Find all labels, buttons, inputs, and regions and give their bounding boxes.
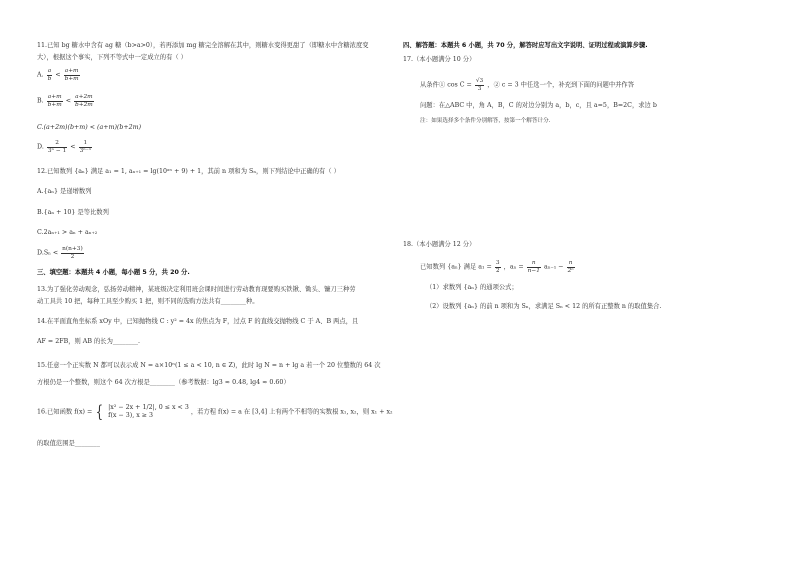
q17-condition (420, 78, 634, 92)
fraction-numerator: a (47, 68, 52, 74)
q12-option-d (37, 246, 85, 260)
fraction-denominator: 2ⁿ (567, 267, 574, 274)
q18-part2: （2）设数列 {aₙ} 的前 n 项和为 Sₙ，求满足 Sₙ < 12 的所有正整数 n 的取值集合. (426, 303, 662, 310)
operator: < (65, 97, 72, 105)
section-4-heading: 四、解答题：本题共 6 小题，共 70 分，解答时应写出文字说明、证明过程或演算步骤. (403, 42, 648, 49)
q11-option-d (37, 140, 93, 154)
q16-line1 (37, 404, 393, 420)
q16-prefix: 16.已知函数 f(x) = (37, 408, 93, 416)
fraction-numerator: a+2m (75, 94, 93, 100)
q17-note: 注：如果选择多个条件分别解答，按第一个解答计分. (420, 118, 551, 124)
q17-cond-suffix: ，② c = 3 中任选一个，补充到下面的问题中并作答 (487, 81, 635, 89)
fraction-denominator: 3ⁿ − 1 (47, 147, 67, 154)
q17-head: 17.（本小题满分 10 分） (403, 56, 476, 63)
fraction-numerator: 3 (495, 260, 500, 266)
fraction-denominator: b+2m (75, 101, 93, 108)
fraction-numerator: n (527, 260, 541, 268)
q16-line2: 的取值范围是________ (37, 440, 100, 447)
fraction-denominator: b+m (47, 101, 62, 108)
q16-suffix: ，若方程 f(x) = a 在 [3,4] 上有两个不相等的实数根 x₁, x₂，则 x₁ + x₂ (190, 408, 393, 416)
fraction-denominator: 3ⁿ⁻¹ (79, 147, 92, 154)
q11-option-c: C.(a+2m)(b+m) < (a+m)(b+2m) (37, 124, 142, 131)
q15-line2: 方根仍是一个整数，则这个 64 次方根是________（参考数据：lg3 ≈ 0.48, lg4 ≈ 0.60） (37, 379, 290, 386)
q13-line1: 13.为了强化劳动观念，弘扬劳动精神，某班级决定利用班会课时间进行劳动教育现要购买铁锹、锄头、镰刀三种劳 (37, 286, 356, 293)
q18-part1: （1）求数列 {aₙ} 的通项公式； (426, 284, 518, 291)
fraction-denominator: n−1 (527, 267, 540, 274)
piecewise-case-1: |x² − 2x + 1/2|, 0 ≤ x < 3 (108, 404, 189, 411)
fraction-numerator: a+m (47, 94, 62, 100)
section-3-heading: 三、填空题：本题共 4 小题，每小题 5 分，共 20 分. (37, 269, 190, 276)
brace-symbol: { (95, 402, 104, 422)
fraction-numerator: n(n+3) (62, 246, 83, 252)
q18-given (420, 260, 576, 274)
q18-given-prefix: 已知数列 {aₙ} 满足 a₁ = (420, 263, 492, 271)
operator: < (55, 71, 61, 79)
fraction-denominator: 3 (477, 85, 482, 92)
fraction-numerator: a+m (64, 68, 79, 74)
q11-stem-line2: 大），根据这个事实，下列不等式中一定成立的有（ ） (37, 54, 187, 61)
q11-option-b (37, 94, 95, 108)
piecewise-case-2: f(x − 3), x ≥ 3 (108, 412, 154, 419)
piecewise-cases (108, 404, 189, 420)
q17-question: 问题：在△ABC 中，角 A，B，C 的对边分别为 a，b，c，且 a=5，B=2C，求边 b (420, 102, 657, 109)
q14-line2: AF = 2FB，则 AB 的长为________. (37, 338, 141, 345)
operator: < (70, 143, 76, 151)
q18-head: 18.（本小题满分 12 分） (403, 241, 476, 248)
option-label: D.Sₙ < (37, 249, 59, 257)
fraction-denominator: 2 (495, 267, 500, 274)
q11-stem-line1: 11.已知 bg 糖水中含有 ag 糖（b>a>0），若再添加 mg 糖完全溶解在其中，则糖水变得更甜了（即糖水中含糖浓度变 (37, 42, 369, 49)
option-label: B. (37, 97, 44, 105)
option-label: A. (37, 71, 44, 79)
fraction-denominator: 2 (70, 253, 75, 260)
q13-line2: 动工具共 10 把，每种工具至少购买 1 把，则不同的选购方法共有________种。 (37, 298, 259, 305)
q12-option-b: B.{aₙ + 10} 是等比数列 (37, 209, 109, 216)
fraction-numerator: 2 (47, 140, 67, 148)
fraction-denominator: b (47, 75, 52, 82)
fraction-denominator: b+m (64, 75, 79, 82)
q11-option-a (37, 68, 81, 82)
fraction-numerator: 1 (79, 140, 93, 148)
q12-option-a: A.{aₙ} 是递增数列 (37, 188, 92, 195)
q17-cond-prefix: 从条件① cos C = (420, 81, 472, 89)
option-label: D. (37, 143, 44, 151)
q12-stem: 12.已知数列 {aₙ} 满足 a₁ = 1, aₙ₊₁ = lg(10ᵃⁿ + 9) + 1，其前 n 项和为 Sₙ，则下列结论中正确的有（ ） (37, 168, 340, 175)
q18-given-mid2: aₙ₋₁ − (543, 263, 564, 271)
q18-given-mid: ，aₙ = (503, 263, 524, 271)
fraction-numerator: n (567, 260, 575, 268)
q12-option-c: C.2aₙ₊₁ > aₙ + aₙ₊₂ (37, 229, 98, 236)
q14-line1: 14.在平面直角坐标系 xOy 中，已知抛物线 C : y² = 4x 的焦点为 F，过点 F 的直线交抛物线 C 于 A、B 两点，且 (37, 318, 359, 325)
fraction-numerator: √3 (475, 78, 484, 84)
q15-line1: 15.任意一个正实数 N 都可以表示成 N = a×10ⁿ(1 ≤ a < 10, n ∈ Z)，此时 lg N = n + lg a 若一个 20 位整数的 64 次 (37, 362, 381, 369)
